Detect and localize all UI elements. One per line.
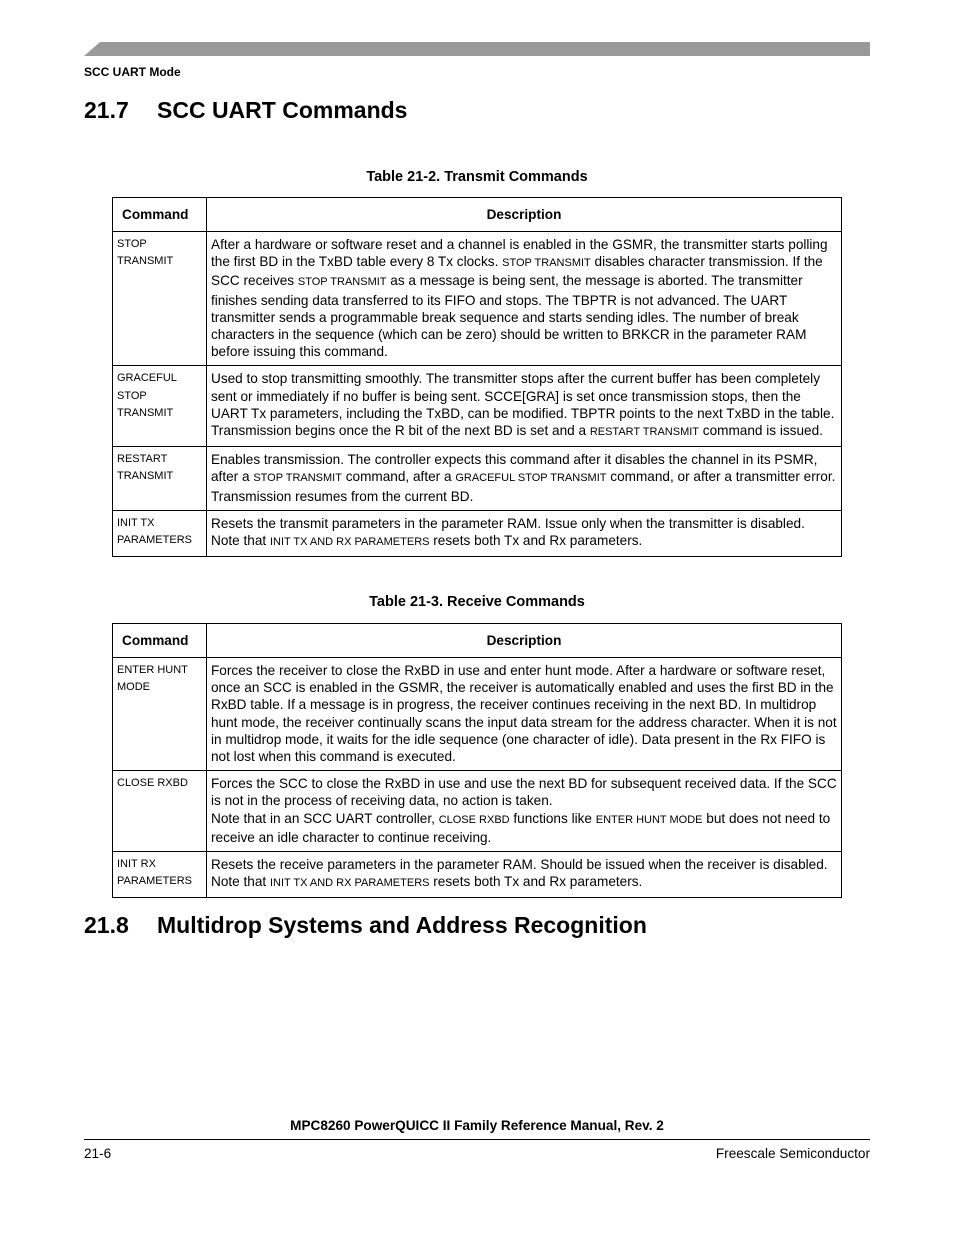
section-number: 21.8 [84, 912, 129, 938]
command-cell [113, 852, 207, 898]
description-text: resets both Tx and Rx parameters. [429, 874, 643, 890]
description-text: After a hardware or software reset and a channel is enabled in the GSMR, the transmitter starts polling the first BD in the TxBD table every 8 Tx clocks. [211, 237, 828, 270]
description-text: disables character transmission. If the SCC receives [211, 254, 823, 289]
description-cell [207, 510, 842, 556]
command-reference: INIT TX AND RX PARAMETERS [269, 877, 430, 890]
column-header-description: Description [207, 624, 842, 658]
table-caption: Table 21-3. Receive Commands [369, 594, 585, 610]
table-row [113, 852, 842, 898]
description-text: command is issued. [699, 423, 823, 439]
section-title: SCC UART Commands [157, 97, 408, 123]
description-text: but does not need to receive an idle character to continue receiving. [211, 810, 831, 845]
table-row [113, 447, 842, 511]
description-text: Resets the receive parameters in the parameter RAM. Should be issued when the receiver is disabled. Note that [211, 857, 828, 890]
command-reference: ENTER HUNT MODE [595, 813, 703, 826]
command-name: INIT RX PARAMETERS [117, 858, 192, 888]
command-name: STOP TRANSMIT [117, 238, 174, 268]
description-cell [207, 232, 842, 366]
column-header-command: Command [113, 624, 207, 658]
command-reference: INIT TX AND RX PARAMETERS [269, 536, 430, 549]
description-text: Note that in an SCC UART controller, [211, 810, 439, 826]
section-heading [84, 97, 407, 124]
command-name: CLOSE RXBD [117, 777, 188, 790]
command-name: GRACEFUL STOP TRANSMIT [117, 372, 177, 419]
section-title: Multidrop Systems and Address Recognition [157, 912, 647, 938]
footer-manual-title: MPC8260 PowerQUICC II Family Reference Manual, Rev. 2 [290, 1118, 664, 1133]
description-cell [207, 447, 842, 511]
description-text: functions like [509, 810, 596, 826]
running-header: SCC UART Mode [84, 65, 181, 79]
table-caption: Table 21-2. Transmit Commands [366, 169, 588, 185]
header-bar [84, 42, 870, 56]
column-header-description: Description [207, 198, 842, 232]
command-reference: STOP TRANSMIT [502, 257, 591, 270]
command-cell [113, 366, 207, 447]
description-text: command, after a [341, 469, 456, 485]
footer-rule [84, 1139, 870, 1140]
table-row [113, 366, 842, 447]
command-reference: STOP TRANSMIT [253, 472, 342, 485]
description-cell [207, 852, 842, 898]
command-cell [113, 658, 207, 771]
description-text: as a message is being sent, the message is aborted. The transmitter finishes sending data transferred to its FIFO and stops. The TBPTR is not advanced. The UART transmitter sends a programmable break sequence and starts sending idles. The number of break characters in the sequence (which can be zero) should be written to BRKCR in the parameter RAM before issuing this command. [211, 273, 807, 360]
command-reference: GRACEFUL STOP TRANSMIT [455, 472, 607, 485]
page-number: 21-6 [84, 1146, 112, 1161]
command-name: ENTER HUNT MODE [117, 664, 188, 694]
section-heading [84, 912, 647, 939]
command-name: INIT TX PARAMETERS [117, 516, 192, 547]
table-row [113, 232, 842, 366]
description-cell [207, 366, 842, 447]
description-cell [207, 658, 842, 771]
command-reference: CLOSE RXBD [438, 813, 510, 826]
description-text: command, or after a transmitter error. Transmission resumes from the current BD. [211, 469, 836, 504]
description-text: Used to stop transmitting smoothly. The transmitter stops after the current buffer has been completely sent or immediately if no buffer is being sent. SCCE[GRA] is set once transmission stops, then the UART Tx parameters, including the TxBD, can be modified. TBPTR points to the next TxBD in the table. Transmission begins once the R bit of the next BD is set and a [211, 371, 835, 439]
table-row [113, 658, 842, 771]
footer-company: Freescale Semiconductor [715, 1146, 870, 1161]
command-name: RESTART TRANSMIT [117, 453, 174, 483]
transmit-commands-table [112, 197, 842, 557]
command-cell [113, 510, 207, 556]
command-reference: STOP TRANSMIT [297, 276, 387, 289]
command-cell [113, 771, 207, 852]
table-row [113, 771, 842, 852]
table-row [113, 510, 842, 556]
section-number: 21.7 [84, 97, 129, 123]
command-reference: RESTART TRANSMIT [589, 426, 700, 439]
description-text: resets both Tx and Rx parameters. [429, 533, 643, 549]
command-cell [113, 232, 207, 366]
receive-commands-table [112, 623, 842, 898]
description-text: Enables transmission. The controller expects this command after it disables the channel in its PSMR, after a [211, 452, 818, 485]
description-text: Resets the transmit parameters in the parameter RAM. Issue only when the transmitter is disabled. Note that [211, 515, 805, 549]
column-header-command: Command [113, 198, 207, 232]
command-cell [113, 447, 207, 511]
description-text: Forces the receiver to close the RxBD in use and enter hunt mode. After a hardware or software reset, once an SCC is enabled in the GSMR, the receiver is automatically enabled and uses the first BD in the RxBD table. If a message is in progress, the receiver continues receiving in the next BD. In multidrop hunt mode, the receiver continually scans the input data stream for the address character. When it is not in multidrop mode, it waits for the idle sequence (one character of idle). Data present in the Rx FIFO is not lost when this command is executed. [211, 663, 837, 765]
description-cell [207, 771, 842, 852]
description-text: Forces the SCC to close the RxBD in use and use the next BD for subsequent received data. If the SCC is not in the process of receiving data, no action is taken. [211, 776, 837, 809]
